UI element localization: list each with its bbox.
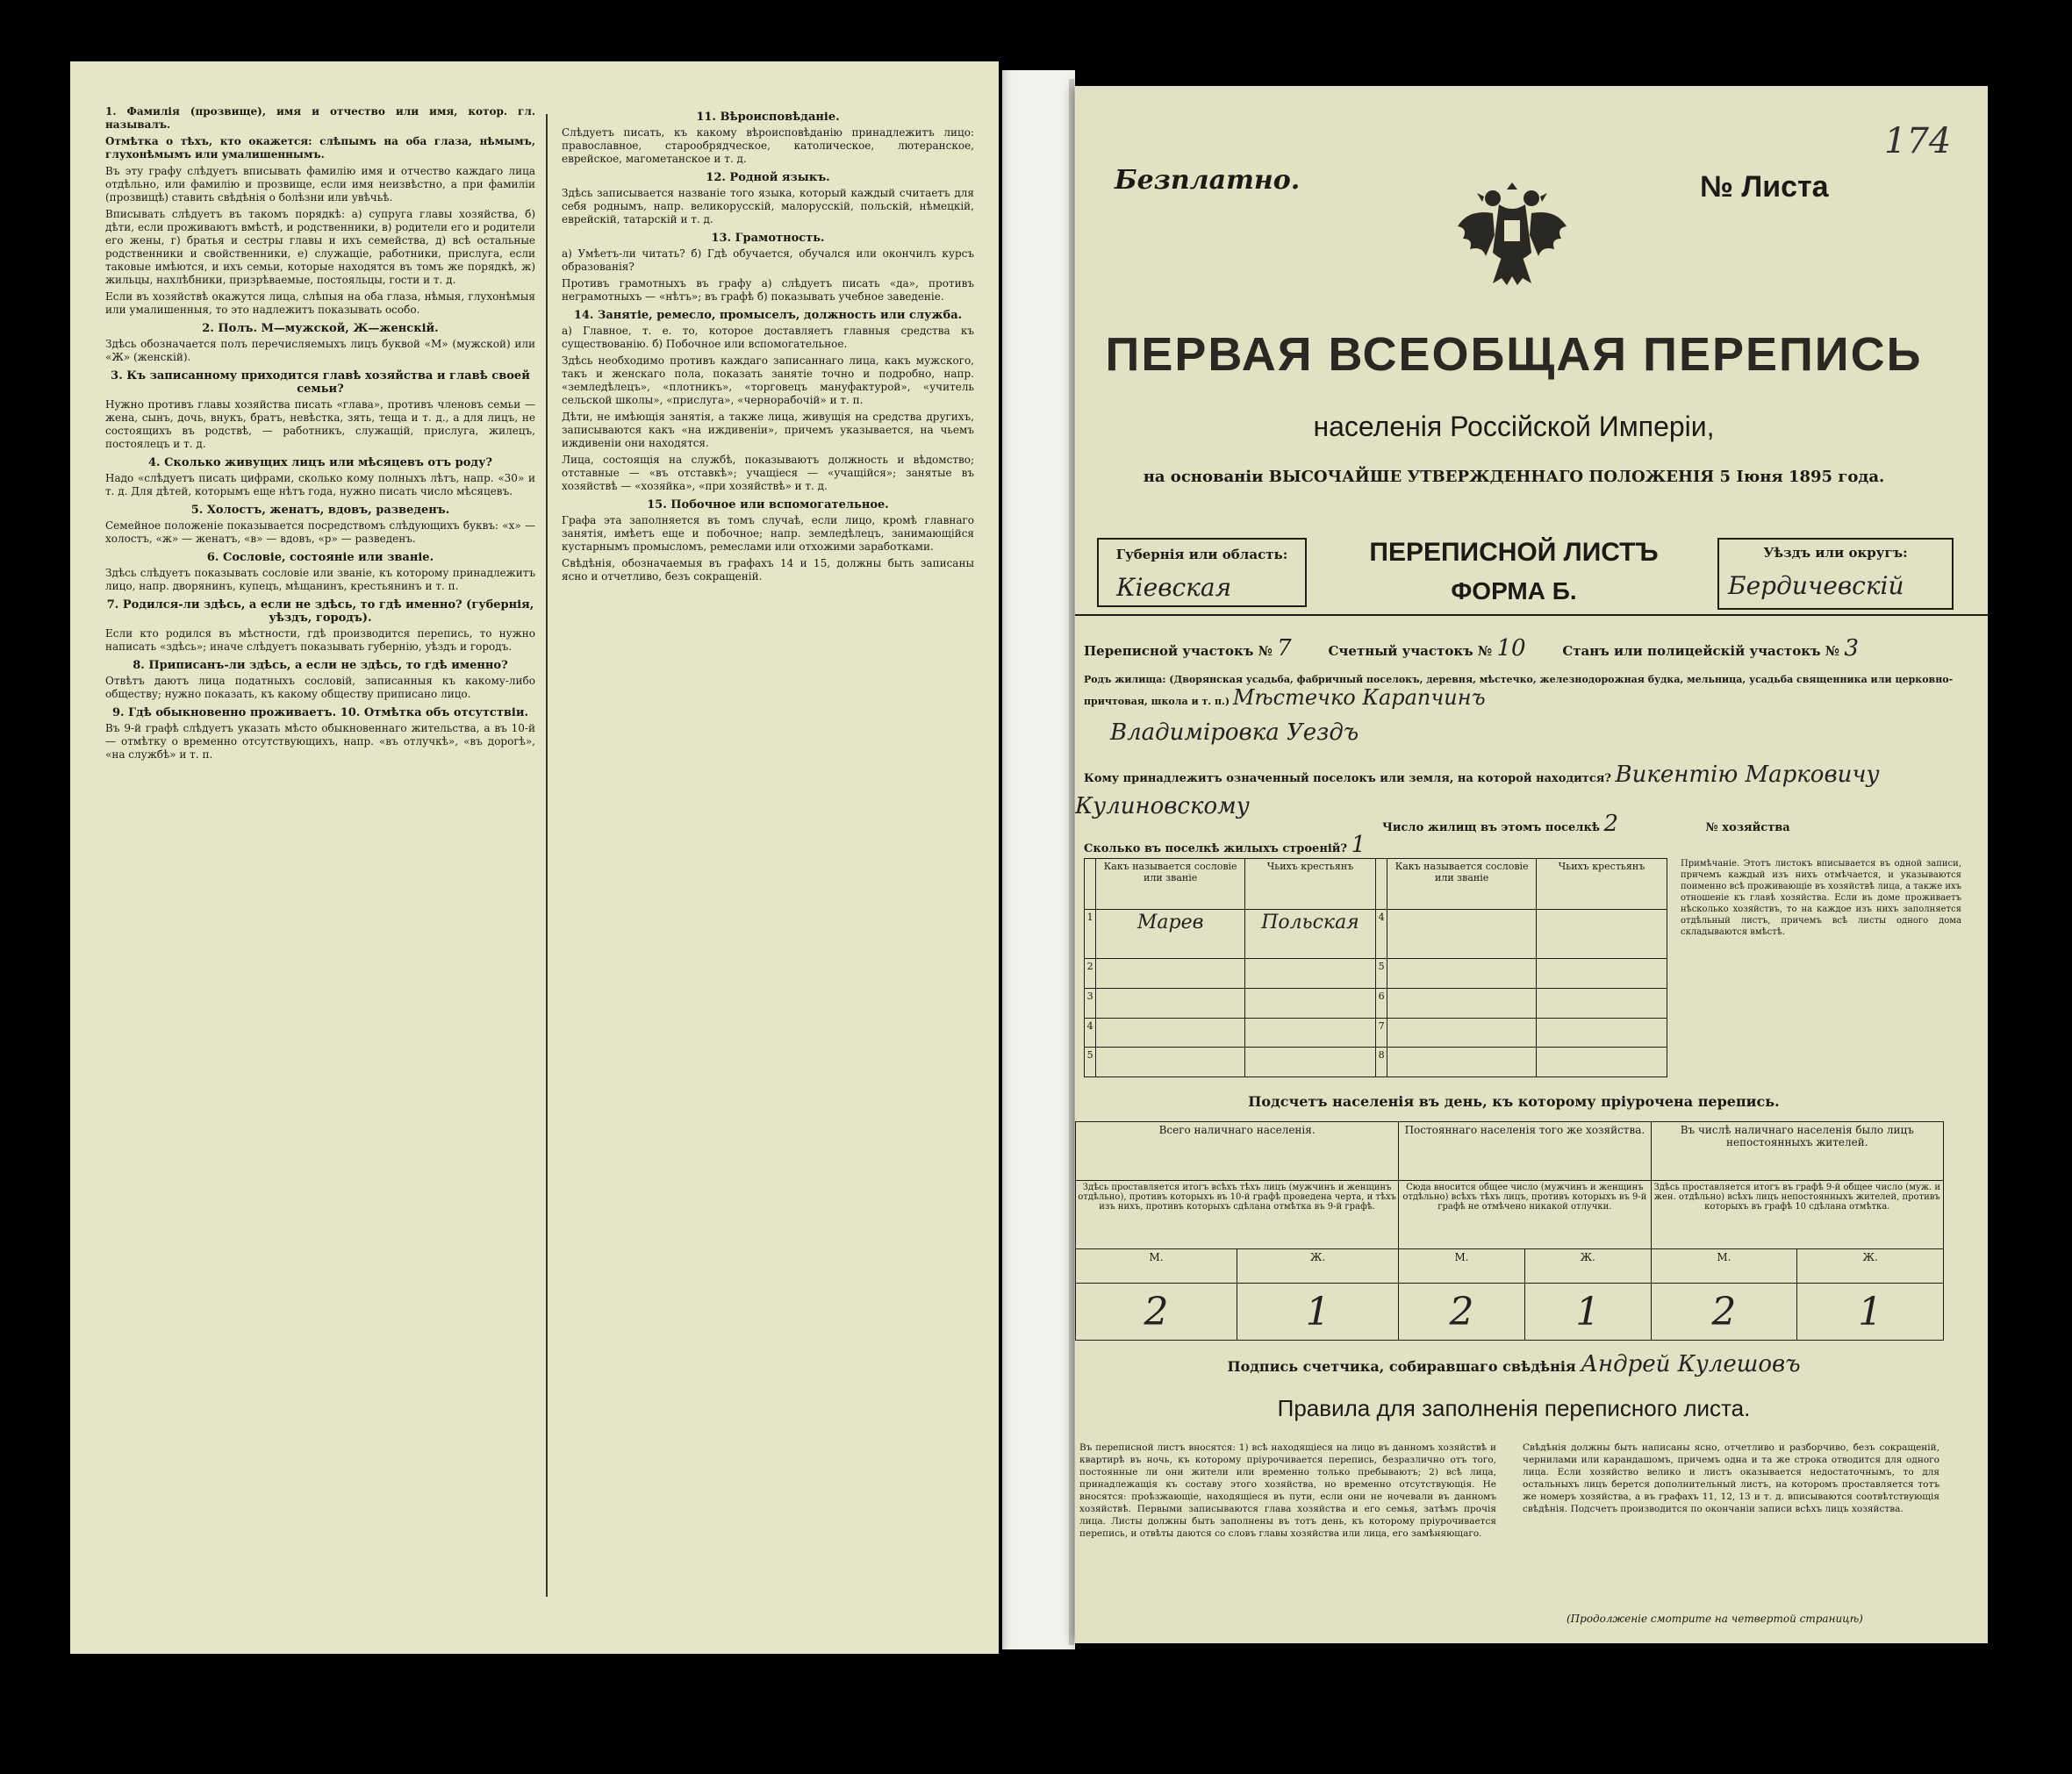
table-cell: Марев xyxy=(1096,910,1245,959)
province-box xyxy=(1097,538,1307,607)
table-cell: 2 xyxy=(1076,1284,1237,1341)
form-letter: ФОРМА Б. xyxy=(1451,577,1577,604)
owner-label: Кому принадлежитъ означенный поселокъ или земля, на которой находится? xyxy=(1084,772,1611,785)
free-label: Безплатно. xyxy=(1115,165,1301,196)
census-subtitle: населенія Россійской Имперіи, xyxy=(1313,411,1715,442)
column-header: Постояннаго населенія того же хозяйства. xyxy=(1399,1122,1651,1181)
owner-value: Викентію Марковичу xyxy=(1615,762,1880,788)
section-heading: 15. Побочное или вспомогательное. xyxy=(647,498,889,511)
table-cell: 1 xyxy=(1237,1284,1399,1341)
continuation-note: (Продолженіе смотрите на четвертой страницѣ) xyxy=(1567,1613,1863,1625)
owner-row-2 xyxy=(1075,793,1250,819)
province-value: Кіевская xyxy=(1116,573,1232,602)
table-cell: Здѣсь проставляется итогъ всѣхъ тѣхъ лицъ (мужчинъ и женщинъ отдѣльно), противъ которыхъ въ 10-й графѣ проведена черта, и тѣхъ изъ нихъ, противъ которыхъ сдѣлана отмѣтка въ 9-й графѣ. xyxy=(1076,1181,1399,1249)
census-title: ПЕРВАЯ ВСЕОБЩАЯ ПЕРЕПИСЬ xyxy=(1105,328,1923,381)
district-label: Уѣздъ или округъ: xyxy=(1763,545,1908,561)
paragraph: Противъ грамотныхъ въ графу а) слѣдуетъ писать «да», противъ неграмотныхъ — «нѣтъ»; въ графѣ б) показывать учебное заведеніе. xyxy=(562,277,974,303)
district-box xyxy=(1717,538,1954,610)
instructions-column-2 xyxy=(562,105,974,1627)
section-heading: 12. Родной языкъ. xyxy=(706,171,830,184)
paragraph: Въ 9-й графѣ слѣдуетъ указать мѣсто обыкновеннаго жительства, а въ 10-й — отмѣтку о временно отсутствующихъ, напр. «въ отлучкѣ», «въ дорогѣ», «на службѣ» и т. п. xyxy=(105,722,535,761)
buildings-count-value: 1 xyxy=(1351,832,1366,858)
dwelling-type-row-2 xyxy=(1110,719,1359,746)
section-heading: 3. Къ записанному приходится главѣ хозяйства и главѣ своей семьи? xyxy=(111,369,530,396)
paragraph: Если въ хозяйствѣ окажутся лица, слѣпыя на оба глаза, нѣмыя, глухонѣмыя или умалишенныя, то это надлежитъ показывать особо. xyxy=(105,290,535,316)
owner-row xyxy=(1084,762,1880,788)
column-rule xyxy=(546,114,548,1597)
paragraph: Здѣсь записывается названіе того языка, который каждый считаетъ для себя роднымъ, напр. великорусскій, малорусскій, польскій, нѣмецкій, еврейскій, татарскій и т. д. xyxy=(562,187,974,225)
double-headed-eagle-icon xyxy=(1451,165,1574,297)
section-heading: 8. Приписанъ-ли здѣсь, а если не здѣсь, то гдѣ именно? xyxy=(133,659,508,672)
note-block: Примѣчаніе. Этотъ листокъ вписывается въ одной записи, причемъ каждый изъ нихъ отмѣчается, и указываются поименно всѣ проживающіе въ хозяйствѣ лица, а также ихъ отношеніе къ главѣ хозяйства. Если въ доме проживаетъ нѣсколько хозяйствъ, то на каждое изъ нихъ заполняется отдѣльный листъ, причемъ всѣ листы одного дома складываются вмѣстѣ. xyxy=(1681,859,1961,937)
dwelling-type-row xyxy=(1084,674,1979,710)
table-cell: 2 xyxy=(1651,1284,1797,1341)
province-label: Губернія или область: xyxy=(1115,547,1288,562)
dwellings-count-row xyxy=(1382,811,1790,837)
census-form-page xyxy=(1075,86,1988,1643)
population-count-table xyxy=(1075,1121,1944,1341)
section-heading: 4. Сколько живущих лицъ или мѣсяцевъ отъ роду? xyxy=(147,456,493,469)
left-page xyxy=(70,61,999,1654)
paragraph: Здѣсь необходимо противъ каждаго записаннаго лица, какъ мужского, такъ и женскаго пола, показать занятіе точно и подробно, напр. «земледѣлецъ», «плотникъ», «торговецъ мануфактурой», «учитель сельской школы», «прислуга», «чернорабочій» и т. п. xyxy=(562,354,974,406)
paragraph: Семейное положеніе показывается посредствомъ слѣдующихъ буквъ: «х» — холостъ, «ж» — женатъ, «в» — вдовъ, «р» — разведенъ. xyxy=(105,519,535,545)
column-header: Въ числѣ наличнаго населенія было лицъ непостоянныхъ жителей. xyxy=(1651,1122,1943,1181)
column-header: Какъ называется сословіе или званіе xyxy=(1387,859,1537,910)
table-row: 4 7 xyxy=(1085,1018,1667,1048)
household-number-label: № хозяйства xyxy=(1705,821,1790,834)
section-heading: 9. Гдѣ обыкновенно проживаетъ. 10. Отмѣтка объ отсутствіи. xyxy=(111,706,529,719)
police-area-label: Станъ или полицейскій участокъ № xyxy=(1562,643,1840,659)
column-header: Чьихъ крестьянъ xyxy=(1244,859,1375,910)
book-gutter xyxy=(1002,70,1075,1649)
section-heading: 13. Грамотность. xyxy=(711,232,825,245)
section-heading: 5. Холостъ, женатъ, вдовъ, разведенъ. xyxy=(190,504,450,517)
section-heading: 6. Сословіе, состояніе или званіе. xyxy=(206,551,434,564)
rules-title: Правила для заполненія переписного листа. xyxy=(1277,1395,1751,1421)
column-header: Всего наличнаго населенія. xyxy=(1076,1122,1399,1181)
section-heading: 1. Фамилія (прозвище), имя и отчество или имя, котор. гл. называлъ. xyxy=(105,105,535,131)
buildings-count-label: Сколько въ поселкѣ жилыхъ строеній? xyxy=(1084,842,1348,855)
count-caption: Подсчетъ населенія въ день, къ которому пріурочена перепись. xyxy=(1248,1093,1780,1110)
buildings-count-row xyxy=(1084,832,1366,858)
column-header: Чьихъ крестьянъ xyxy=(1536,859,1667,910)
section-heading: 14. Занятіе, ремесло, промыселъ, должность или служба. xyxy=(573,309,963,322)
dwelling-type-label: Родъ жилища: (Дворянская усадьба, фабричный поселокъ, деревня, мѣстечко, железнодорожная будка, мельница, усадьба священника или церковно-причтовая, школа и т. п.) xyxy=(1084,674,1954,707)
paragraph: а) Умѣетъ-ли читать? б) Гдѣ обучается, обучался или окончилъ курсъ образованія? xyxy=(562,247,974,273)
section-heading: 2. Полъ. М—мужской, Ж—женскій. xyxy=(202,322,439,335)
instructions-column-1 xyxy=(105,105,535,1627)
precinct-label: Переписной участокъ № xyxy=(1084,643,1273,659)
paragraph: Свѣдѣнія, обозначаемыя въ графахъ 14 и 15, должны быть записаны ясно и отчетливо, безъ сокращеній. xyxy=(562,557,974,583)
table-cell: Здѣсь проставляется итогъ въ графѣ 9-й общее число (муж. и жен. отдѣльно) всѣхъ лицъ непостоянныхъ жителей, противъ которыхъ въ графѣ 10 сдѣлана отмѣтка. xyxy=(1651,1181,1943,1249)
paragraph: Отвѣтъ даютъ лица податныхъ сословій, записанныя къ какому-либо обществу; нужно показать, къ какому обществу приписано лицо. xyxy=(105,675,535,700)
table-cell: 2 xyxy=(1399,1284,1525,1341)
rules-column-2: Свѣдѣнія должны быть написаны ясно, отчетливо и разборчиво, безъ сокращеній, чернилами или карандашомъ, причемъ одна и та же строка отводится для одного лица. Если хозяйство велико и листъ оказывается недостаточнымъ, то для остальныхъ лицъ берется дополнительный листъ, на которомъ проставляется тотъ же номеръ хозяйства, а въ графахъ 11, 12, 13 и т. д. вписываются соотвѣтствующія свѣдѣнія. Подсчетъ производится по окончаніи записи всѣхъ лицъ хозяйства. xyxy=(1523,1442,1939,1514)
paragraph: Надо «слѣдуетъ писать цифрами, сколько кому полныхъ лѣтъ, напр. «30» и т. д. Для дѣтей, которымъ еще нѣтъ года, нужно писать число мѣсяцевъ. xyxy=(105,472,535,497)
table-cell: Польская xyxy=(1244,910,1375,959)
rules-column-1: Въ переписной листъ вносятся: 1) всѣ находящіеся на лицо въ данномъ хозяйствѣ и квартирѣ въ ночь, къ которому пріурочивается перепись, безразлично отъ того, постоянные ли они жители или временно только пребываютъ; 2) всѣ лица, принадлежащія къ составу этого хозяйства, но временно отсутствующія. Не вносятся: проѣзжающіе, находящіеся въ пути, если они не ночевали въ данномъ хозяйствѣ. Первыми записываются глава хозяйства и его семья, затѣмъ прочія лица. Листы должны быть заполнены въ тотъ день, къ которому пріурочивается перепись, и отвѣты даются со словъ главы хозяйства или лица, его замѣняющаго. xyxy=(1079,1442,1496,1539)
paragraph: Здѣсь слѣдуетъ показывать сословіе или званіе, къ которому принадлежитъ лицо, напр. дворянинъ, купецъ, мѣщанинъ, крестьянинъ и т. п. xyxy=(105,567,535,592)
dwellings-count-value: 2 xyxy=(1603,811,1619,837)
district-value: Бердичевскій xyxy=(1728,571,1904,600)
page-number: 174 xyxy=(1884,121,1952,161)
sheet-number-label: № Листа xyxy=(1700,170,1829,204)
owner-value-2: Кулиновскому xyxy=(1075,793,1250,819)
table-cell: Сюда вносится общее число (мужчинъ и женщинъ отдѣльно) всѣхъ тѣхъ лицъ, противъ которыхъ въ 9-й графѣ не отмѣчено никакой отлучки. xyxy=(1399,1181,1651,1249)
paragraph: Здѣсь обозначается полъ перечисляемыхъ лицъ буквой «М» (мужской) или «Ж» (женскій). xyxy=(105,338,535,363)
section-heading: 11. Вѣроисповѣданіе. xyxy=(696,111,840,124)
paragraph: а) Главное, т. е. то, которое доставляетъ главныя средства къ существованію. б) Побочное или вспомогательное. xyxy=(562,325,974,350)
table-row: 2 5 xyxy=(1085,959,1667,989)
paragraph: Слѣдуетъ писать, къ какому вѣроисповѣданію принадлежитъ лицо: православное, старообрядческое, католическое, лютеранское, еврейское, магометанское и т. д. xyxy=(562,126,974,165)
divider xyxy=(1075,614,1988,616)
gutter-shadow xyxy=(1069,79,1074,1645)
dwelling-type-value: Мѣстечко Карапчинъ xyxy=(1232,685,1486,710)
table-row: 3 6 xyxy=(1085,988,1667,1018)
count-area-label: Счетный участокъ № xyxy=(1328,643,1493,659)
section-heading: 7. Родился-ли здѣсь, а если не здѣсь, то гдѣ именно? (губернія, уѣздъ, городъ). xyxy=(106,598,534,625)
table-row xyxy=(1076,1284,1944,1341)
paragraph: Если кто родился въ мѣстности, гдѣ производится перепись, то нужно написать «здѣсь»; иначе слѣдуетъ показывать губернію, уѣздъ и городъ. xyxy=(105,627,535,653)
decree-line: на основаніи ВЫСОЧАЙШЕ УТВЕРЖДЕННАГО ПОЛОЖЕНІЯ 5 Іюня 1895 года. xyxy=(1143,468,1885,486)
dwellings-count-label: Число жилищ въ этомъ поселкѣ xyxy=(1382,821,1600,834)
table-cell: 1 xyxy=(1524,1284,1651,1341)
form-title: ПЕРЕПИСНОЙ ЛИСТЪ xyxy=(1369,538,1659,567)
table-row xyxy=(1076,1181,1944,1249)
residents-table xyxy=(1084,858,1667,1077)
table-row: 1 Марев Польская 4 xyxy=(1085,910,1667,959)
column-header: Какъ называется сословіе или званіе xyxy=(1096,859,1245,910)
section-subheading: Отмѣтка о тѣхъ, кто окажется: слѣпымъ на оба глаза, нѣмымъ, глухонѣмымъ или умалишеннымъ. xyxy=(105,135,535,161)
counter-signature-label: Подпись счетчика, собиравшаго свѣдѣнія xyxy=(1227,1358,1576,1375)
precinct-value: 7 xyxy=(1277,635,1292,662)
counter-signature-value: Андрей Кулешовъ xyxy=(1581,1351,1801,1377)
dwelling-type-value-2: Владиміровка Уездъ xyxy=(1110,719,1359,746)
table-header-row xyxy=(1076,1122,1944,1181)
paragraph: Нужно противъ главы хозяйства писать «глава», противъ членовъ семьи — жена, сынъ, дочь, внукъ, братъ, невѣстка, зять, теща и т. д., а для лицъ, не состоящихъ въ родствѣ, — работникъ, служащій, прислуга, жилецъ, постоялецъ и т. д. xyxy=(105,398,535,450)
table-row: 5 8 xyxy=(1085,1048,1667,1077)
paragraph: Вписывать слѣдуетъ въ такомъ порядкѣ: а) супруга главы хозяйства, б) дѣти, если проживаютъ вмѣстѣ, и родственники, в) родители его и родители его жены, г) братья и сестры главы и ихъ семейства, д) всѣ остальные родственники и свойственники, е) служащіе, работники, прислуга, если таковые имѣются, и ихъ семьи, которые находятся въ томъ же порядкѣ, ж) жильцы, нахлѣбники, призрѣваемые, постояльцы, гости и т. д. xyxy=(105,208,535,286)
police-area-value: 3 xyxy=(1844,635,1859,662)
table-row: М. Ж. М. Ж. М. Ж. xyxy=(1076,1249,1944,1284)
counter-signature-row xyxy=(1075,1351,1953,1377)
precinct-row xyxy=(1084,635,1859,662)
paragraph: Лица, состоящія на службѣ, показываютъ должность и вѣдомство; отставные — «въ отставкѣ»; учащіеся — «учащійся»; занятые въ хозяйствѣ — «хозяйка», «при хозяйствѣ» и т. д. xyxy=(562,454,974,492)
paragraph: Дѣти, не имѣющія занятія, а также лица, живущія на средства другихъ, записываются какъ «на иждивеніи», причемъ указывается, на чьемъ иждивеніи они находятся. xyxy=(562,411,974,449)
table-cell: 1 xyxy=(1797,1284,1944,1341)
paragraph: Въ эту графу слѣдуетъ вписывать фамилію имя и отчество каждаго лица отдѣльно, или фамилію и прозвище, если имя неизвѣстно, а при фамиліи (прозвищѣ) ставить свѣдѣнія о болѣзни или увѣчьѣ. xyxy=(105,165,535,204)
paragraph: Графа эта заполняется въ томъ случаѣ, если лицо, кромѣ главнаго занятія, имѣетъ еще и побочное; напр. земледѣлецъ, занимающійся кустарнымъ промысломъ, ремеслами или отхожими заработками. xyxy=(562,514,974,553)
table-header-row xyxy=(1085,859,1667,910)
count-area-value: 10 xyxy=(1496,635,1526,662)
